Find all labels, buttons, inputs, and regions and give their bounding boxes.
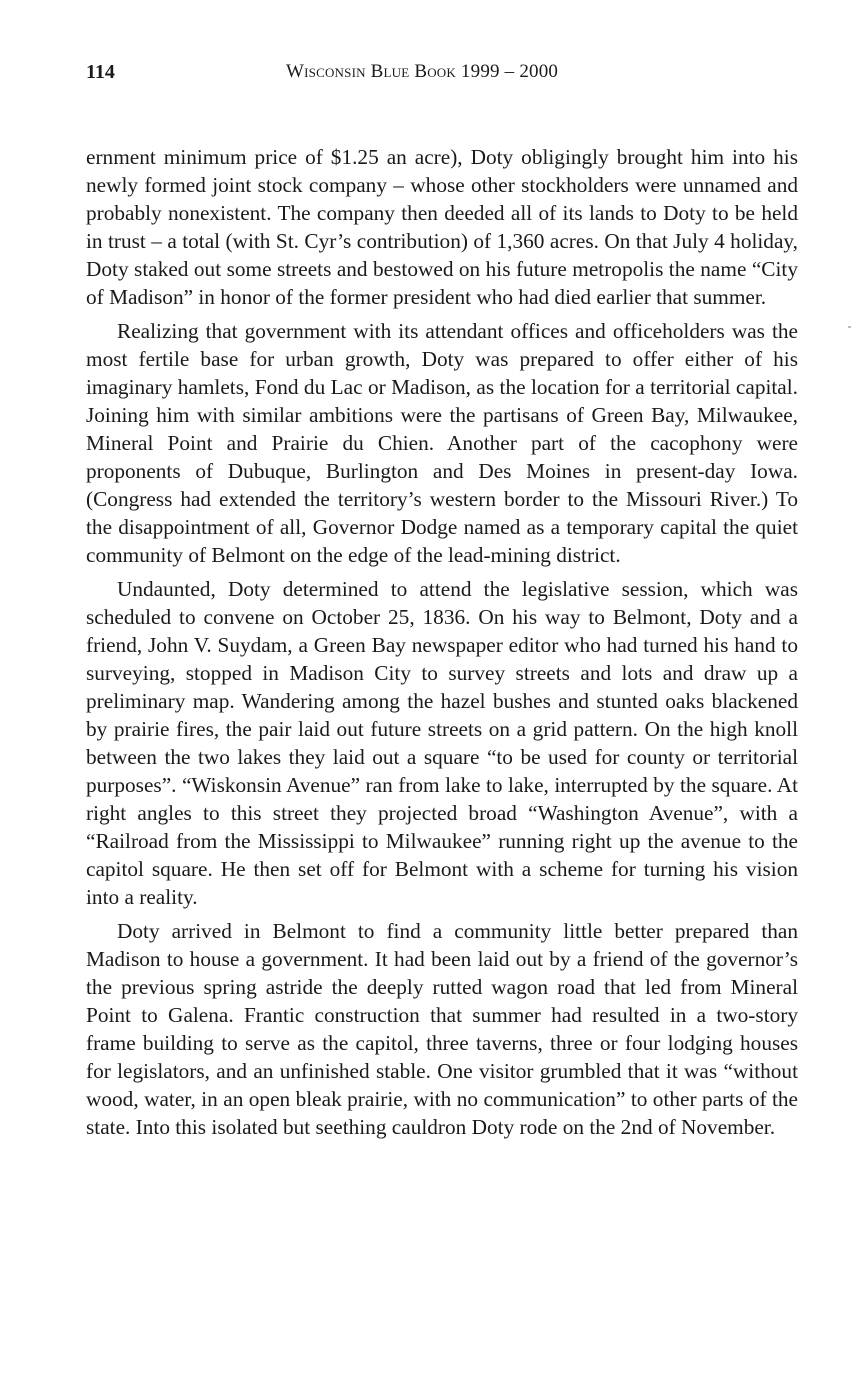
page-header: [86, 58, 797, 88]
running-title: Wisconsin Blue Book 1999 – 2000: [286, 61, 559, 82]
paragraph: Doty arrived in Belmont to find a community little better prepared than Madison to house a government. It had been laid out by a friend of the governor’s the previous spring astride the deeply rutted wagon road that led from Mineral Point to Galena. Frantic construction that summer had resulted in a two-story frame building to serve as the capitol, three taverns, three or four lodging houses for legislators, and an unfinished stable. One visitor grumbled that it was “without wood, water, in an open bleak prairie, with no communication” to other parts of the state. Into this isolated but seething cauldron Doty rode on the 2nd of November.: [86, 919, 798, 1139]
margin-speck: [848, 326, 851, 328]
paragraph-continued: ernment minimum price of $1.25 an acre), Doty obligingly brought him into his newly formed joint stock company – whose other stockholders were unnamed and probably nonexistent. The company then deeded all of its lands to Doty to be held in trust – a total (with St. Cyr’s contribution) of 1,360 acres. On that July 4 holiday, Doty staked out some streets and bestowed on his future metropolis the name “City of Madison” in honor of the former president who had died earlier that summer.: [86, 145, 798, 309]
paragraph: Realizing that government with its attendant offices and officeholders was the most fertile base for urban growth, Doty was prepared to offer either of his imaginary hamlets, Fond du Lac or Madison, as the location for a territorial capital. Joining him with similar ambitions were the partisans of Green Bay, Milwaukee, Mineral Point and Prairie du Chien. Another part of the cacophony were proponents of Dubuque, Burlington and Des Moines in present-day Iowa. (Congress had extended the territory’s western border to the Missouri River.) To the disappointment of all, Governor Dodge named as a temporary capital the quiet community of Belmont on the edge of the lead-mining district.: [86, 319, 798, 567]
paragraph: Undaunted, Doty determined to attend the legislative session, which was scheduled to convene on October 25, 1836. On his way to Belmont, Doty and a friend, John V. Suydam, a Green Bay newspaper editor who had turned his hand to surveying, stopped in Madison City to survey streets and lots and draw up a preliminary map. Wandering among the hazel bushes and stunted oaks blackened by prairie fires, the pair laid out future streets on a grid pattern. On the high knoll between the two lakes they laid out a square “to be used for county or territorial purposes”. “Wiskonsin Avenue” ran from lake to lake, interrupted by the square. At right angles to this street they projected broad “Washington Avenue”, with a “Railroad from the Mississippi to Milwaukee” running right up the avenue to the capitol square. He then set off for Belmont with a scheme for turning his vision into a reality.: [86, 577, 798, 909]
page-number: 114: [86, 61, 115, 83]
body-text: [86, 143, 798, 1147]
